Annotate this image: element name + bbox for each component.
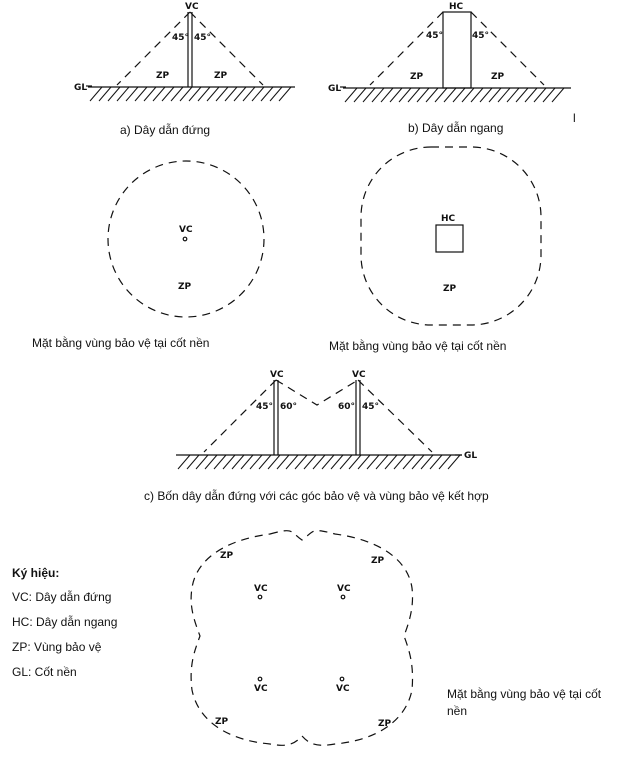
hc-label-b: HC xyxy=(449,2,464,12)
protection-cone-left-a xyxy=(117,12,190,85)
zp-plan-a: ZP xyxy=(178,282,192,292)
angle-right-a: 45° xyxy=(194,33,212,43)
angle-60-left-c: 60° xyxy=(280,402,298,412)
zp-plan-c-bl: ZP xyxy=(215,717,229,727)
zp-right-b: ZP xyxy=(491,72,505,82)
diagram-b-elevation xyxy=(328,2,576,135)
caption-plan-b: Mặt bằng vùng bảo vệ tại cốt nền xyxy=(329,339,507,353)
vc-label-plan-a: VC xyxy=(179,225,193,235)
conductor-point-plan-c3 xyxy=(258,677,262,681)
angle-left-b: 45° xyxy=(426,31,444,41)
plan-c xyxy=(191,531,412,746)
protection-zone-circle-a xyxy=(108,161,264,317)
diagram-c-elevation xyxy=(144,370,489,503)
diagram-a-elevation xyxy=(74,2,295,137)
legend-item-zp: ZP: Vùng bảo vệ xyxy=(12,640,102,654)
ground-hatch-a xyxy=(90,87,291,101)
vc-label-plan-c2: VC xyxy=(337,584,351,594)
vc-label-plan-c1: VC xyxy=(254,584,268,594)
vc-label-c2: VC xyxy=(352,370,366,380)
vc-label-plan-c3: VC xyxy=(254,684,268,694)
angle-45-left-c: 45° xyxy=(256,402,274,412)
zp-left-a: ZP xyxy=(156,71,170,81)
gl-label-a: GL xyxy=(74,83,88,93)
legend xyxy=(12,566,117,690)
legend-item-gl: GL: Cốt nền xyxy=(12,665,77,679)
vc-label-a: VC xyxy=(185,2,199,12)
zp-plan-c-tr: ZP xyxy=(371,556,385,566)
angle-45-right-c: 45° xyxy=(362,402,380,412)
protection-cone-right-c xyxy=(358,380,432,452)
conductor-point-plan-a xyxy=(183,237,187,241)
zp-plan-c-tl: ZP xyxy=(220,551,234,561)
vc-label-c1: VC xyxy=(270,370,284,380)
conductor-point-plan-c4 xyxy=(340,677,344,681)
protection-cone-left-c xyxy=(204,380,276,452)
zp-plan-b: ZP xyxy=(443,284,457,294)
caption-a: a) Dây dẫn đứng xyxy=(120,123,211,137)
ground-hatch-c xyxy=(178,455,460,469)
gl-label-b: GL xyxy=(328,84,342,94)
conductor-point-plan-c1 xyxy=(258,595,262,599)
caption-plan-c: Mặt bằng vùng bảo vệ tại cốt nền xyxy=(447,687,602,718)
zp-right-a: ZP xyxy=(214,71,228,81)
zp-plan-c-br: ZP xyxy=(378,719,392,729)
angle-60-right-c: 60° xyxy=(338,402,356,412)
angle-right-b: 45° xyxy=(472,31,490,41)
plan-a xyxy=(32,161,264,350)
horizontal-conductor-plan-b xyxy=(436,225,463,252)
legend-item-hc: HC: Dây dẫn ngang xyxy=(12,615,118,629)
legend-title: Ký hiệu: xyxy=(12,566,60,580)
protection-cone-left-b xyxy=(370,12,443,85)
caption-c: c) Bốn dây dẫn đứng với các góc bảo vệ và vùng bảo vệ kết hợp xyxy=(144,489,489,503)
vc-label-plan-c4: VC xyxy=(336,684,350,694)
conductor-point-plan-c2 xyxy=(341,595,345,599)
stray-mark: l xyxy=(573,111,576,125)
legend-item-vc: VC: Dây dẫn đứng xyxy=(12,590,112,604)
plan-b xyxy=(329,147,541,353)
protection-cone-right-b xyxy=(471,12,544,85)
hc-label-plan-b: HC xyxy=(441,214,456,224)
gl-label-c: GL xyxy=(464,451,478,461)
zp-left-b: ZP xyxy=(410,72,424,82)
angle-left-a: 45° xyxy=(172,33,190,43)
ground-hatch-b xyxy=(345,88,564,102)
caption-b: b) Dây dẫn ngang xyxy=(408,121,504,135)
horizontal-conductor-support xyxy=(443,12,471,88)
caption-plan-a: Mặt bằng vùng bảo vệ tại cốt nền xyxy=(32,336,210,350)
protection-zone-rounded-b xyxy=(361,147,541,325)
